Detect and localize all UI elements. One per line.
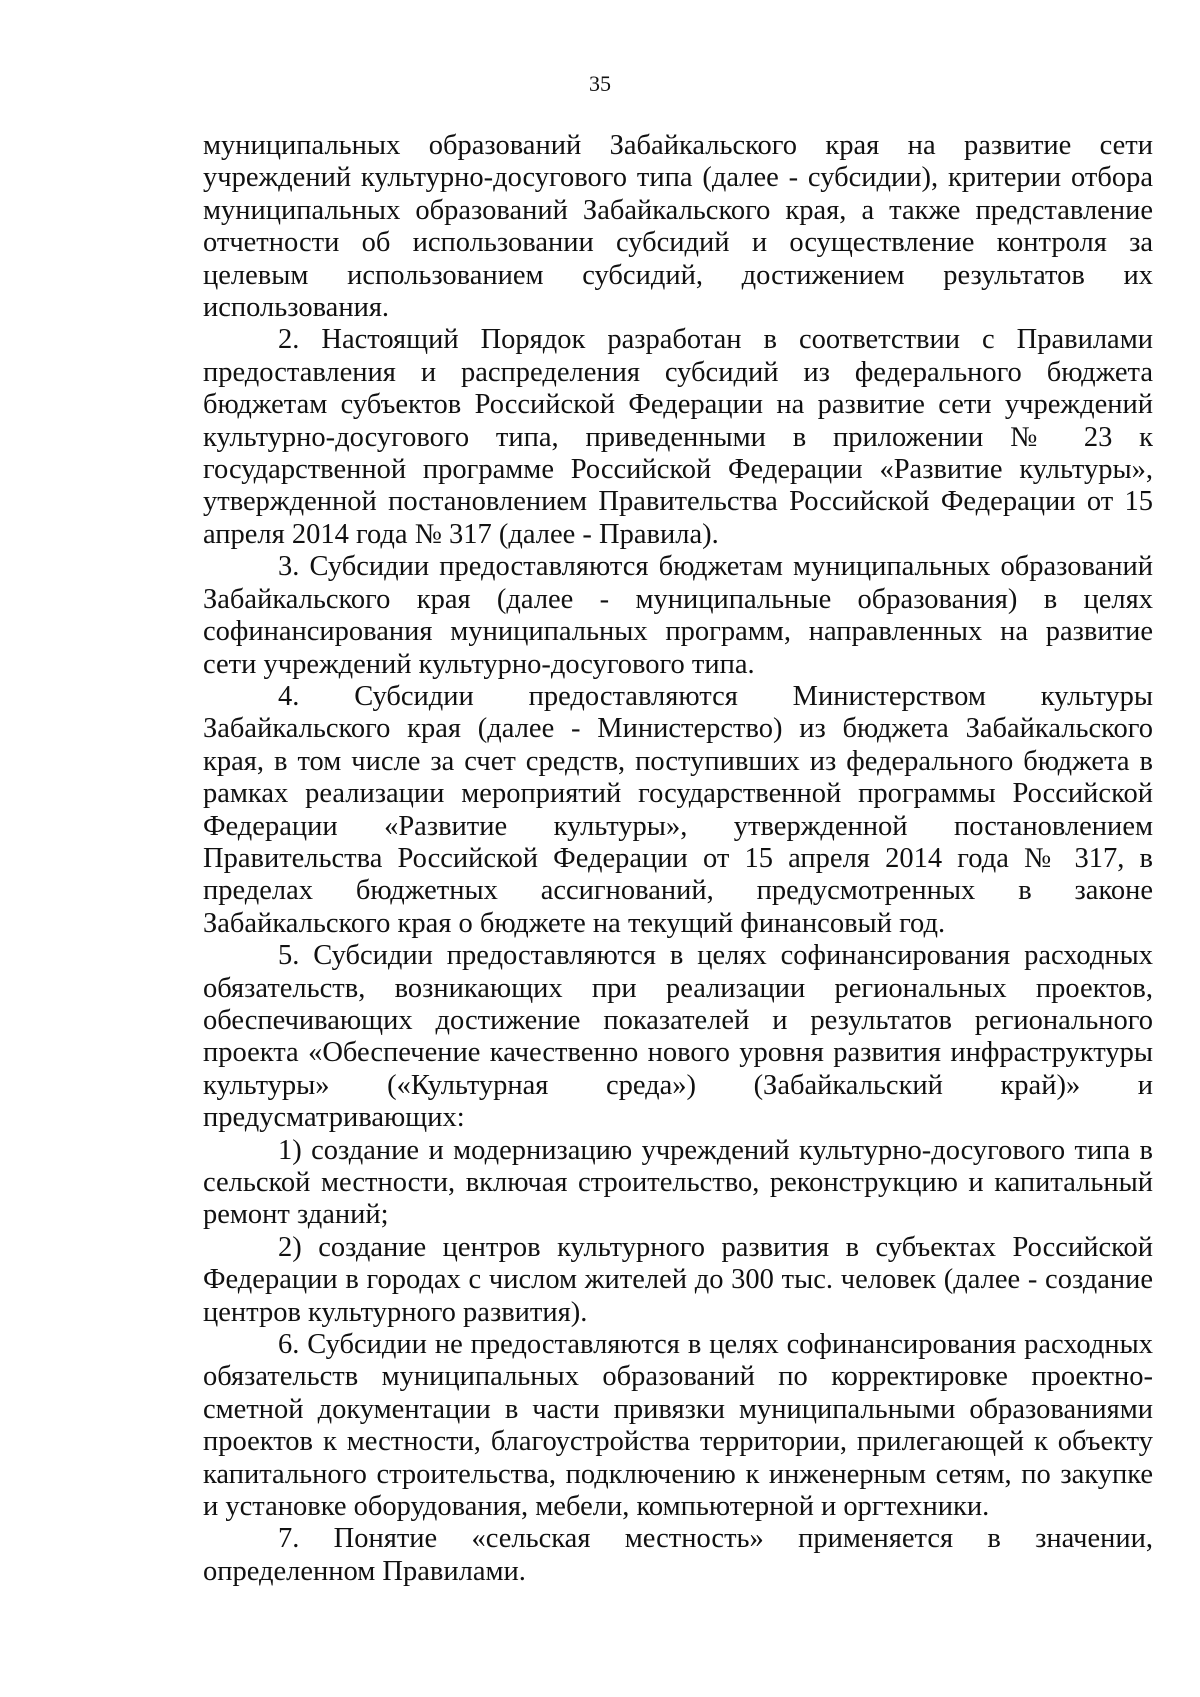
paragraph-item-2: 2. Настоящий Порядок разработан в соответствии с Правилами предоставления и распределения субсидий из федерального бюджета бюджетам субъектов Российской Федерации на развитие сети учреждений культурно-досугового типа, приведенными в приложении № 23 к государственной программе Российской Федерации «Развитие культуры», утвержденной постановлением Правительства Российской Федерации от 15 апреля 2014 года № 317 (далее - Правила). (203, 324, 1153, 550)
paragraph-item-3: 3. Субсидии предоставляются бюджетам муниципальных образований Забайкальского края (далее - муниципальные образования) в целях софинансирования муниципальных программ, направленных на развитие сети учреждений культурно-досугового типа. (203, 551, 1153, 680)
document-body (203, 130, 1153, 1588)
paragraph-item-7: 7. Понятие «сельская местность» применяется в значении, определенном Правилами. (203, 1523, 1153, 1587)
paragraph-item-6: 6. Субсидии не предоставляются в целях софинансирования расходных обязательств муниципальных образований по корректировке проектно-сметной документации в части привязки муниципальными образованиями проектов к местности, благоустройства территории, прилегающей к объекту капитального строительства, подключению к инженерным сетям, по закупке и установке оборудования, мебели, компьютерной и оргтехники. (203, 1329, 1153, 1523)
paragraph-subitem-2: 2) создание центров культурного развития в субъектах Российской Федерации в городах с числом жителей до 300 тыс. человек (далее - создание центров культурного развития). (203, 1231, 1153, 1328)
page-number: 35 (589, 71, 611, 96)
paragraph-continuation: муниципальных образований Забайкальского края на развитие сети учреждений культурно-досугового типа (далее - субсидии), критерии отбора муниципальных образований Забайкальского края, а также представление отчетности об использовании субсидий и осуществление контроля за целевым использованием субсидий, достижением результатов их использования. (203, 130, 1153, 324)
paragraph-item-4: 4. Субсидии предоставляются Министерством культуры Забайкальского края (далее - Министерство) из бюджета Забайкальского края, в том числе за счет средств, поступивших из федерального бюджета в рамках реализации мероприятий государственной программы Российской Федерации «Развитие культуры», утвержденной постановлением Правительства Российской Федерации от 15 апреля 2014 года № 317, в пределах бюджетных ассигнований, предусмотренных в законе Забайкальского края о бюджете на текущий финансовый год. (203, 680, 1153, 939)
paragraph-subitem-1: 1) создание и модернизацию учреждений культурно-досугового типа в сельской местности, включая строительство, реконструкцию и капитальный ремонт зданий; (203, 1134, 1153, 1231)
paragraph-item-5: 5. Субсидии предоставляются в целях софинансирования расходных обязательств, возникающих при реализации региональных проектов, обеспечивающих достижение показателей и результатов регионального проекта «Обеспечение качественно нового уровня развития инфраструктуры культуры» («Культурная среда») (Забайкальский край)» и предусматривающих: (203, 940, 1153, 1134)
